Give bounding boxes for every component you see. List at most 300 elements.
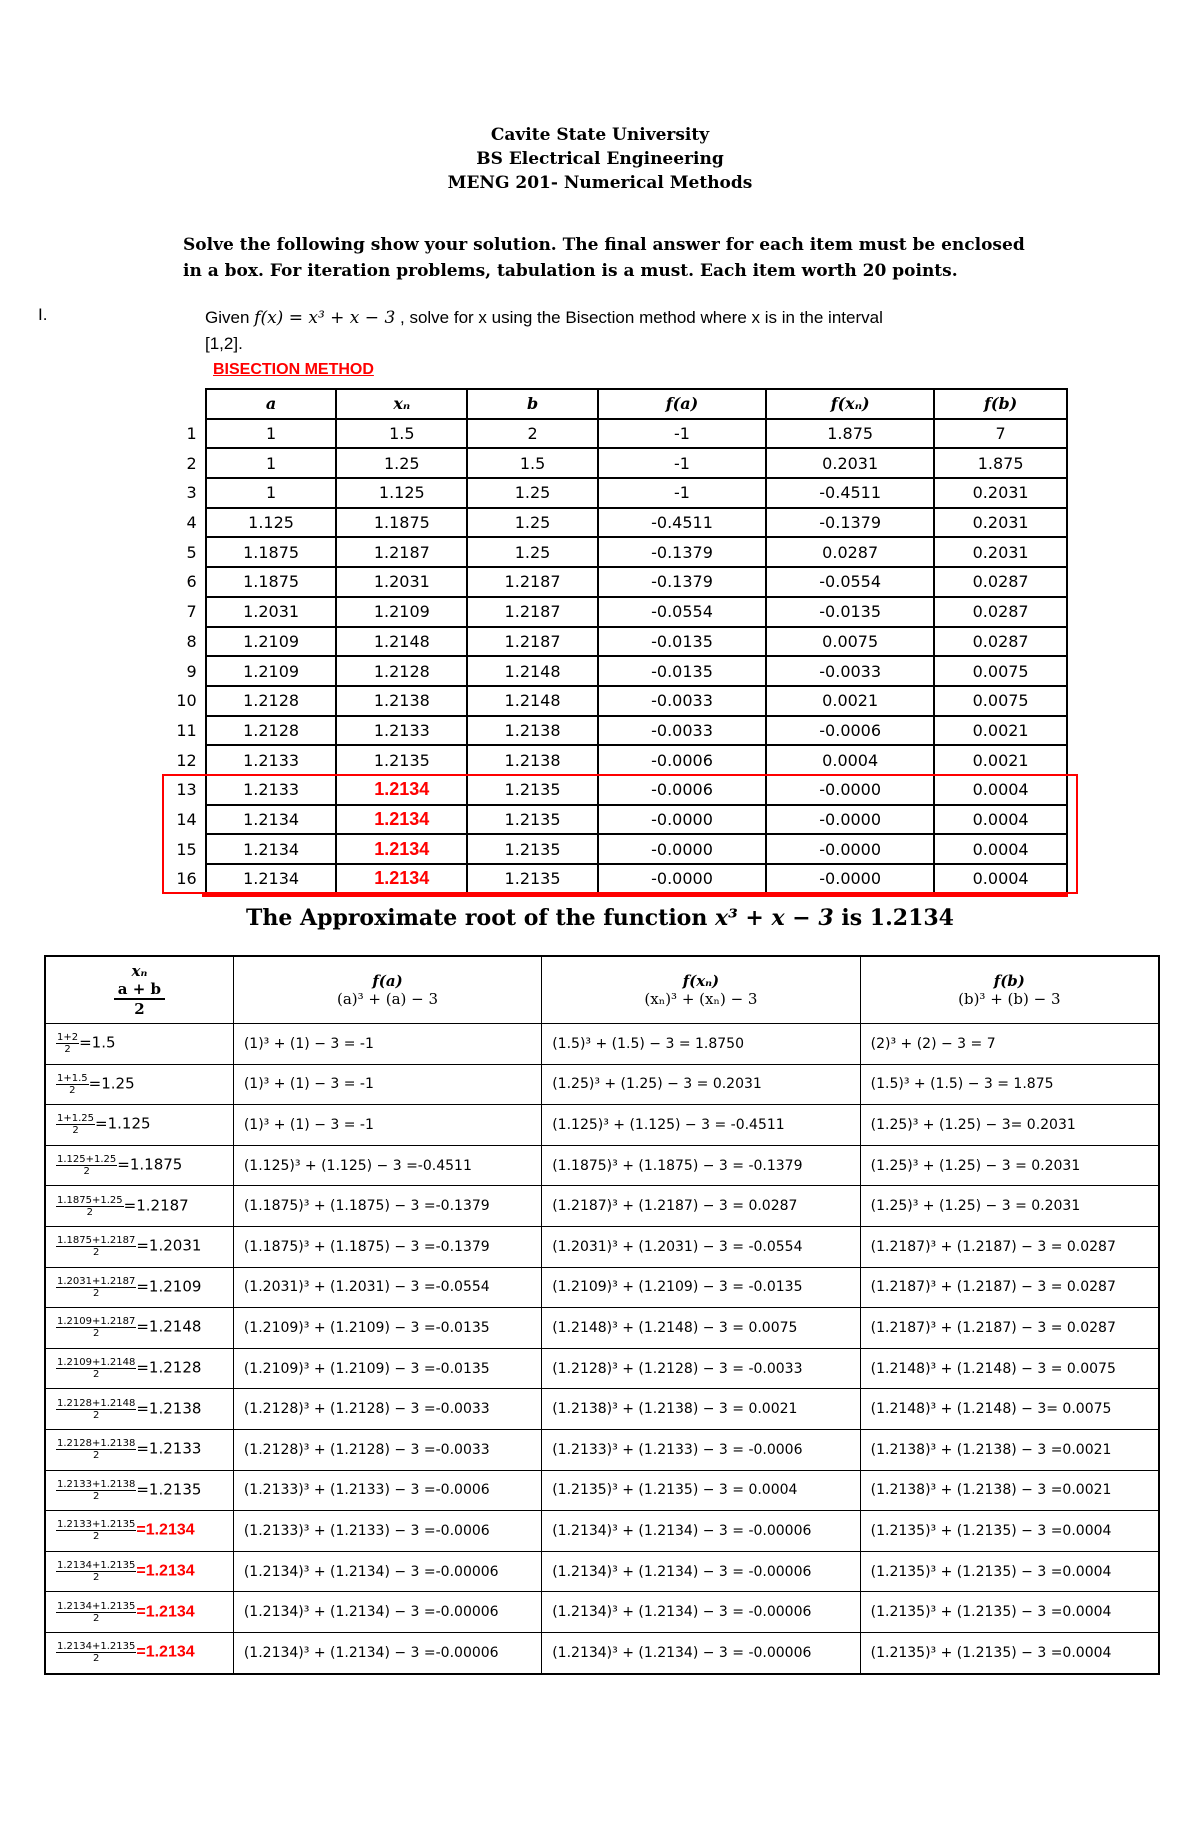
bisection-row (160, 716, 1067, 746)
fraction-numerator: 1.2128+1.2148 (57, 1397, 136, 1409)
sol-fxn-header (542, 956, 860, 1024)
iteration-number: 11 (176, 720, 197, 740)
solution-row (45, 1308, 1159, 1349)
cell-fa: -0.0033 (598, 686, 766, 716)
midpoint-value: =1.1875 (117, 1155, 183, 1174)
midpoint-value: =1.2134 (136, 1603, 195, 1621)
cell-fxn: -0.1379 (766, 508, 934, 538)
fraction-denominator: 2 (92, 1450, 100, 1462)
midpoint-fraction (56, 1235, 136, 1258)
bisection-row (160, 627, 1067, 657)
cell-xn: 1.2109 (336, 597, 467, 627)
sol-fa-title: f(a) (372, 972, 403, 990)
fraction-denominator: 2 (69, 1084, 76, 1096)
sol-cell-xn (45, 1105, 233, 1146)
midpoint-fraction (56, 1438, 136, 1461)
sol-cell-xn (45, 1470, 233, 1511)
sol-cell-fxn: (1.2128)³ + (1.2128) − 3 = -0.0033 (542, 1348, 860, 1389)
cell-a: 1.125 (206, 508, 337, 538)
sol-cell-fa: (1.2031)³ + (1.2031) − 3 =-0.0554 (233, 1267, 541, 1308)
cell-fxn: -0.0000 (766, 864, 934, 894)
fraction-denominator: 2 (92, 1247, 100, 1259)
iteration-number: 14 (176, 809, 197, 829)
col-fa-header: f(a) (598, 389, 766, 419)
sol-cell-fa: (1)³ + (1) − 3 = -1 (233, 1064, 541, 1105)
cell-xn: 1.1875 (336, 508, 467, 538)
fraction-denominator: 2 (92, 1531, 100, 1543)
sol-cell-fa: (1)³ + (1) − 3 = -1 (233, 1105, 541, 1146)
sol-cell-fb: (1.2135)³ + (1.2135) − 3 =0.0004 (860, 1632, 1159, 1673)
sol-cell-xn (45, 1632, 233, 1673)
sol-cell-fxn: (1.2148)³ + (1.2148) − 3 = 0.0075 (542, 1308, 860, 1349)
sol-cell-fa: (1.2134)³ + (1.2134) − 3 =-0.00006 (233, 1592, 541, 1633)
iteration-number: 13 (176, 780, 197, 800)
cell-xn: 1.2134 (336, 775, 467, 805)
sol-cell-fa: (1.2134)³ + (1.2134) − 3 =-0.00006 (233, 1551, 541, 1592)
iteration-number: 9 (186, 661, 197, 681)
midpoint-fraction (56, 1560, 136, 1583)
cell-b: 1.25 (467, 537, 598, 567)
sol-cell-xn (45, 1511, 233, 1552)
cell-a: 1.2109 (206, 656, 337, 686)
university-name: Cavite State University (490, 125, 710, 145)
cell-fxn: -0.0000 (766, 775, 934, 805)
sol-cell-xn (45, 1551, 233, 1592)
sol-cell-fxn: (1.2134)³ + (1.2134) − 3 = -0.00006 (542, 1592, 860, 1633)
iteration-number: 5 (186, 542, 197, 562)
sol-cell-fxn: (1.5)³ + (1.5) − 3 = 1.8750 (542, 1024, 860, 1065)
iteration-number: 8 (186, 631, 197, 651)
cell-xn: 1.2138 (336, 686, 467, 716)
sol-cell-fxn: (1.2187)³ + (1.2187) − 3 = 0.0287 (542, 1186, 860, 1227)
cell-fb: 0.0004 (934, 775, 1067, 805)
cell-xn: 1.125 (336, 478, 467, 508)
fraction-denominator: 2 (72, 1125, 79, 1137)
midpoint-fraction (56, 1154, 117, 1177)
solution-row (45, 1064, 1159, 1105)
cell-b: 1.2138 (467, 745, 598, 775)
cell-fxn: 0.0075 (766, 627, 934, 657)
bisection-row (160, 656, 1067, 686)
sol-fb-formula: (b)³ + (b) − 3 (958, 990, 1061, 1008)
sol-cell-fxn: (1.2109)³ + (1.2109) − 3 = -0.0135 (542, 1267, 860, 1308)
fraction-denominator: 2 (83, 1166, 90, 1178)
sol-cell-xn (45, 1145, 233, 1186)
cell-fxn: -0.4511 (766, 478, 934, 508)
fraction-denominator: 2 (92, 1369, 100, 1381)
cell-fa: -0.0000 (598, 805, 766, 835)
cell-fxn: 1.875 (766, 419, 934, 449)
cell-b: 1.2135 (467, 834, 598, 864)
solution-row (45, 1389, 1159, 1430)
cell-a: 1.2134 (206, 805, 337, 835)
sol-cell-fa: (1)³ + (1) − 3 = -1 (233, 1024, 541, 1065)
midpoint-value: =1.2135 (136, 1480, 202, 1499)
cell-xn: 1.2031 (336, 567, 467, 597)
fraction-denominator: 2 (92, 1328, 100, 1340)
cell-fa: -0.0000 (598, 864, 766, 894)
cell-b: 2 (467, 419, 598, 449)
midpoint-fraction (56, 1113, 95, 1136)
fraction-denominator: 2 (92, 1409, 100, 1421)
fraction-numerator: 1.2134+1.2135 (57, 1641, 136, 1653)
solution-row (45, 1470, 1159, 1511)
col-b-header: b (467, 389, 598, 419)
iteration-number: 10 (176, 691, 197, 711)
cell-a: 1.2128 (206, 716, 337, 746)
cell-fb: 0.0287 (934, 597, 1067, 627)
cell-xn: 1.2134 (336, 864, 467, 894)
cell-xn: 1.2135 (336, 745, 467, 775)
sol-cell-fxn: (1.2031)³ + (1.2031) − 3 = -0.0554 (542, 1226, 860, 1267)
cell-fb: 0.2031 (934, 537, 1067, 567)
midpoint-fraction (56, 1601, 136, 1624)
cell-fb: 7 (934, 419, 1067, 449)
sol-fxn-title: f(xₙ) (682, 972, 720, 990)
solution-header-row (45, 956, 1159, 1024)
cell-fxn: -0.0135 (766, 597, 934, 627)
midpoint-value: =1.2187 (123, 1196, 189, 1215)
sol-cell-xn (45, 1308, 233, 1349)
iteration-number: 2 (186, 453, 197, 473)
cell-b: 1.2135 (467, 864, 598, 894)
cell-fxn: 0.0004 (766, 745, 934, 775)
fraction-denominator: 2 (86, 1206, 93, 1218)
cell-a: 1 (206, 419, 337, 449)
cell-fb: 0.0075 (934, 656, 1067, 686)
midpoint-value: =1.2134 (136, 1562, 195, 1580)
cell-fb: 0.2031 (934, 478, 1067, 508)
sol-cell-xn (45, 1064, 233, 1105)
bisection-header-row (160, 389, 1067, 419)
midpoint-value: =1.125 (95, 1114, 151, 1133)
sol-fb-title: f(b) (993, 972, 1025, 990)
fraction-denominator: 2 (92, 1490, 100, 1502)
sol-cell-fa: (1.2133)³ + (1.2133) − 3 =-0.0006 (233, 1470, 541, 1511)
bisection-row (160, 686, 1067, 716)
sol-cell-fxn: (1.2135)³ + (1.2135) − 3 = 0.0004 (542, 1470, 860, 1511)
col-fb-header: f(b) (934, 389, 1067, 419)
midpoint-fraction (56, 1641, 136, 1664)
cell-fa: -0.1379 (598, 567, 766, 597)
midpoint-value: =1.2148 (136, 1317, 202, 1336)
fraction-numerator: 1+1.5 (57, 1072, 88, 1084)
cell-fb: 0.0287 (934, 567, 1067, 597)
midpoint-value: =1.2134 (136, 1643, 195, 1661)
solution-row (45, 1592, 1159, 1633)
sol-cell-xn (45, 1024, 233, 1065)
midpoint-fraction (56, 1519, 136, 1542)
cell-a: 1.2133 (206, 775, 337, 805)
fraction-numerator: 1.2134+1.2135 (57, 1600, 136, 1612)
midpoint-fraction (56, 1195, 124, 1218)
sol-cell-xn (45, 1186, 233, 1227)
method-label: BISECTION METHOD (213, 361, 374, 378)
sol-cell-xn (45, 1389, 233, 1430)
cell-fxn: 0.2031 (766, 448, 934, 478)
index-header (160, 389, 206, 419)
solution-row (45, 1145, 1159, 1186)
cell-fb: 0.0004 (934, 834, 1067, 864)
sol-cell-fa: (1.2128)³ + (1.2128) − 3 =-0.0033 (233, 1429, 541, 1470)
sol-cell-fa: (1.2109)³ + (1.2109) − 3 =-0.0135 (233, 1348, 541, 1389)
course-name: MENG 201- Numerical Methods (447, 173, 753, 193)
sol-xn-formula (114, 980, 165, 1018)
sol-cell-xn (45, 1348, 233, 1389)
cell-fa: -0.0554 (598, 597, 766, 627)
fraction-numerator: 1.2134+1.2135 (57, 1560, 136, 1572)
sol-xn-title: xₙ (131, 962, 148, 980)
solution-row (45, 1632, 1159, 1673)
sol-cell-fb: (1.2135)³ + (1.2135) − 3 =0.0004 (860, 1511, 1159, 1552)
cell-fxn: -0.0554 (766, 567, 934, 597)
solution-row (45, 1429, 1159, 1470)
cell-fa: -0.0135 (598, 656, 766, 686)
cell-xn: 1.2134 (336, 805, 467, 835)
cell-fxn: -0.0000 (766, 805, 934, 835)
cell-a: 1.2031 (206, 597, 337, 627)
fraction-numerator: 1.2109+1.2148 (57, 1357, 136, 1369)
cell-b: 1.2135 (467, 775, 598, 805)
sol-cell-fxn: (1.125)³ + (1.125) − 3 = -0.4511 (542, 1105, 860, 1146)
fraction-denominator: 2 (92, 1287, 100, 1299)
bisection-row (160, 448, 1067, 478)
cell-fa: -0.0000 (598, 834, 766, 864)
sol-cell-xn (45, 1429, 233, 1470)
sol-cell-xn (45, 1226, 233, 1267)
sol-cell-fb: (1.2187)³ + (1.2187) − 3 = 0.0287 (860, 1267, 1159, 1308)
bisection-row (160, 597, 1067, 627)
cell-a: 1.1875 (206, 537, 337, 567)
fraction-numerator: 1.2031+1.2187 (57, 1275, 136, 1287)
solution-row (45, 1186, 1159, 1227)
cell-b: 1.2148 (467, 656, 598, 686)
midpoint-fraction (56, 1357, 136, 1380)
sol-fa-header (233, 956, 541, 1024)
sol-cell-fb: (2)³ + (2) − 3 = 7 (860, 1024, 1159, 1065)
cell-fb: 0.0004 (934, 805, 1067, 835)
cell-fxn: -0.0000 (766, 834, 934, 864)
sol-cell-fb: (1.2187)³ + (1.2187) − 3 = 0.0287 (860, 1226, 1159, 1267)
sol-cell-fb: (1.5)³ + (1.5) − 3 = 1.875 (860, 1064, 1159, 1105)
fraction-numerator: 1.1875+1.2187 (57, 1235, 136, 1247)
col-xn-header: xₙ (336, 389, 467, 419)
problem-interval: [1,2]. (205, 334, 243, 353)
fraction-numerator: 1.125+1.25 (57, 1154, 117, 1166)
solution-row (45, 1024, 1159, 1065)
sol-cell-xn (45, 1592, 233, 1633)
solution-row (45, 1551, 1159, 1592)
sol-cell-fb: (1.25)³ + (1.25) − 3= 0.2031 (860, 1105, 1159, 1146)
sol-fxn-formula: (xₙ)³ + (xₙ) − 3 (644, 990, 758, 1008)
cell-b: 1.2135 (467, 805, 598, 835)
iteration-number: 3 (186, 483, 197, 503)
fraction-denominator: 2 (64, 1044, 71, 1056)
cell-fxn: -0.0006 (766, 716, 934, 746)
sol-xn-formula-den: 2 (134, 1000, 145, 1018)
sol-cell-fxn: (1.1875)³ + (1.1875) − 3 = -0.1379 (542, 1145, 860, 1186)
midpoint-value: =1.2133 (136, 1439, 202, 1458)
solution-row (45, 1226, 1159, 1267)
sol-cell-fb: (1.2135)³ + (1.2135) − 3 =0.0004 (860, 1551, 1159, 1592)
midpoint-value: =1.2128 (136, 1358, 202, 1377)
cell-xn: 1.2148 (336, 627, 467, 657)
approx-expression: x³ + x − 3 (715, 905, 834, 931)
sol-fb-header (860, 956, 1159, 1024)
final-iterations-box (162, 774, 1078, 894)
bisection-row (160, 508, 1067, 538)
cell-fb: 0.0004 (934, 864, 1067, 894)
bisection-row (160, 745, 1067, 775)
iteration-number: 7 (186, 602, 197, 622)
col-fxn-header: f(xₙ) (766, 389, 934, 419)
sol-cell-fa: (1.125)³ + (1.125) − 3 =-0.4511 (233, 1145, 541, 1186)
cell-fxn: 0.0021 (766, 686, 934, 716)
cell-a: 1 (206, 478, 337, 508)
sol-cell-fxn: (1.2133)³ + (1.2133) − 3 = -0.0006 (542, 1429, 860, 1470)
bisection-row (160, 537, 1067, 567)
sol-xn-header (45, 956, 233, 1024)
cell-b: 1.2187 (467, 567, 598, 597)
cell-fa: -0.0135 (598, 627, 766, 657)
fraction-numerator: 1.2128+1.2138 (57, 1438, 136, 1450)
cell-fxn: -0.0033 (766, 656, 934, 686)
sol-cell-fa: (1.2134)³ + (1.2134) − 3 =-0.00006 (233, 1632, 541, 1673)
sol-cell-fa: (1.1875)³ + (1.1875) − 3 =-0.1379 (233, 1226, 541, 1267)
cell-b: 1.25 (467, 478, 598, 508)
iteration-number: 4 (186, 513, 197, 533)
approximate-root-statement (0, 905, 1200, 931)
sol-cell-fb: (1.2148)³ + (1.2148) − 3 = 0.0075 (860, 1348, 1159, 1389)
sol-cell-fb: (1.2135)³ + (1.2135) − 3 =0.0004 (860, 1592, 1159, 1633)
sol-cell-fxn: (1.2134)³ + (1.2134) − 3 = -0.00006 (542, 1511, 860, 1552)
cell-fa: -1 (598, 448, 766, 478)
midpoint-fraction (56, 1276, 136, 1299)
fraction-denominator: 2 (92, 1653, 100, 1665)
iteration-number: 15 (176, 839, 197, 859)
sol-cell-fxn: (1.2134)³ + (1.2134) − 3 = -0.00006 (542, 1551, 860, 1592)
cell-fb: 0.0075 (934, 686, 1067, 716)
bisection-row (160, 478, 1067, 508)
fraction-denominator: 2 (92, 1612, 100, 1624)
midpoint-fraction (56, 1398, 136, 1421)
cell-a: 1 (206, 448, 337, 478)
col-a-header: a (206, 389, 337, 419)
fraction-numerator: 1.2109+1.2187 (57, 1316, 136, 1328)
midpoint-fraction (56, 1479, 136, 1502)
iteration-number: 1 (186, 424, 197, 444)
iteration-number: 16 (176, 869, 197, 889)
fraction-numerator: 1.1875+1.25 (57, 1194, 123, 1206)
sol-cell-fxn: (1.2138)³ + (1.2138) − 3 = 0.0021 (542, 1389, 860, 1430)
sol-cell-fxn: (1.2134)³ + (1.2134) − 3 = -0.00006 (542, 1632, 860, 1673)
midpoint-fraction (56, 1073, 89, 1096)
cell-b: 1.2187 (467, 627, 598, 657)
cell-fa: -0.4511 (598, 508, 766, 538)
midpoint-value: =1.2138 (136, 1399, 202, 1418)
cell-fb: 0.0287 (934, 627, 1067, 657)
cell-fa: -1 (598, 478, 766, 508)
midpoint-fraction (56, 1032, 79, 1055)
cell-fa: -0.0006 (598, 745, 766, 775)
sol-cell-fb: (1.25)³ + (1.25) − 3 = 0.2031 (860, 1186, 1159, 1227)
solution-row (45, 1105, 1159, 1146)
solution-row (45, 1511, 1159, 1552)
midpoint-value: =1.5 (79, 1033, 116, 1052)
cell-a: 1.2134 (206, 864, 337, 894)
fraction-numerator: 1.2133+1.2135 (57, 1519, 136, 1531)
midpoint-value: =1.25 (88, 1074, 135, 1093)
instructions: Solve the following show your solution. The final answer for each item must be enclosed in a box. For iteration problems, tabulation is a must. Each item worth 20 points. (183, 235, 1025, 281)
sol-cell-fb: (1.2148)³ + (1.2148) − 3= 0.0075 (860, 1389, 1159, 1430)
sol-cell-fa: (1.2133)³ + (1.2133) − 3 =-0.0006 (233, 1511, 541, 1552)
fraction-numerator: 1+1.25 (57, 1113, 95, 1125)
fraction-numerator: 1.2133+1.2138 (57, 1478, 136, 1490)
cell-a: 1.2134 (206, 834, 337, 864)
problem-given: Given (205, 308, 250, 327)
fraction-numerator: 1+2 (57, 1032, 79, 1044)
cell-fb: 0.0021 (934, 716, 1067, 746)
sol-cell-fb: (1.2187)³ + (1.2187) − 3 = 0.0287 (860, 1308, 1159, 1349)
sol-cell-fa: (1.1875)³ + (1.1875) − 3 =-0.1379 (233, 1186, 541, 1227)
fraction-denominator: 2 (92, 1572, 100, 1584)
cell-xn: 1.2187 (336, 537, 467, 567)
cell-a: 1.2109 (206, 627, 337, 657)
iteration-number: 6 (186, 572, 197, 592)
cell-xn: 1.25 (336, 448, 467, 478)
cell-fa: -1 (598, 419, 766, 449)
sol-cell-xn (45, 1267, 233, 1308)
cell-xn: 1.2133 (336, 716, 467, 746)
problem-statement (205, 305, 1025, 357)
sol-cell-fb: (1.25)³ + (1.25) − 3 = 0.2031 (860, 1145, 1159, 1186)
cell-b: 1.2187 (467, 597, 598, 627)
sol-cell-fb: (1.2138)³ + (1.2138) − 3 =0.0021 (860, 1470, 1159, 1511)
cell-xn: 1.2134 (336, 834, 467, 864)
solution-row (45, 1267, 1159, 1308)
approx-mid: is (841, 905, 863, 931)
sol-cell-fxn: (1.25)³ + (1.25) − 3 = 0.2031 (542, 1064, 860, 1105)
problem-number: I. (38, 305, 48, 324)
cell-fb: 0.2031 (934, 508, 1067, 538)
sol-cell-fa: (1.2128)³ + (1.2128) − 3 =-0.0033 (233, 1389, 541, 1430)
cell-b: 1.5 (467, 448, 598, 478)
solution-row (45, 1348, 1159, 1389)
bisection-row (160, 567, 1067, 597)
cell-a: 1.2133 (206, 745, 337, 775)
final-iterations-underline (202, 894, 1068, 897)
sol-cell-fa: (1.2109)³ + (1.2109) − 3 =-0.0135 (233, 1308, 541, 1349)
problem-rest: , solve for x using the Bisection method where x is in the interval (400, 308, 883, 327)
sol-fa-formula: (a)³ + (a) − 3 (337, 990, 439, 1008)
cell-fa: -0.1379 (598, 537, 766, 567)
iteration-number: 12 (176, 750, 197, 770)
problem-function: f(x) = x³ + x − 3 (254, 308, 396, 328)
cell-fa: -0.0006 (598, 775, 766, 805)
sol-cell-fb: (1.2138)³ + (1.2138) − 3 =0.0021 (860, 1429, 1159, 1470)
cell-fa: -0.0033 (598, 716, 766, 746)
sol-xn-formula-num: a + b (114, 980, 165, 1000)
midpoint-value: =1.2109 (136, 1277, 202, 1296)
cell-b: 1.2148 (467, 686, 598, 716)
cell-b: 1.25 (467, 508, 598, 538)
approx-value: 1.2134 (869, 905, 954, 931)
cell-fxn: 0.0287 (766, 537, 934, 567)
solution-table (44, 955, 1160, 1675)
cell-fb: 1.875 (934, 448, 1067, 478)
program-name: BS Electrical Engineering (476, 149, 724, 169)
cell-b: 1.2138 (467, 716, 598, 746)
